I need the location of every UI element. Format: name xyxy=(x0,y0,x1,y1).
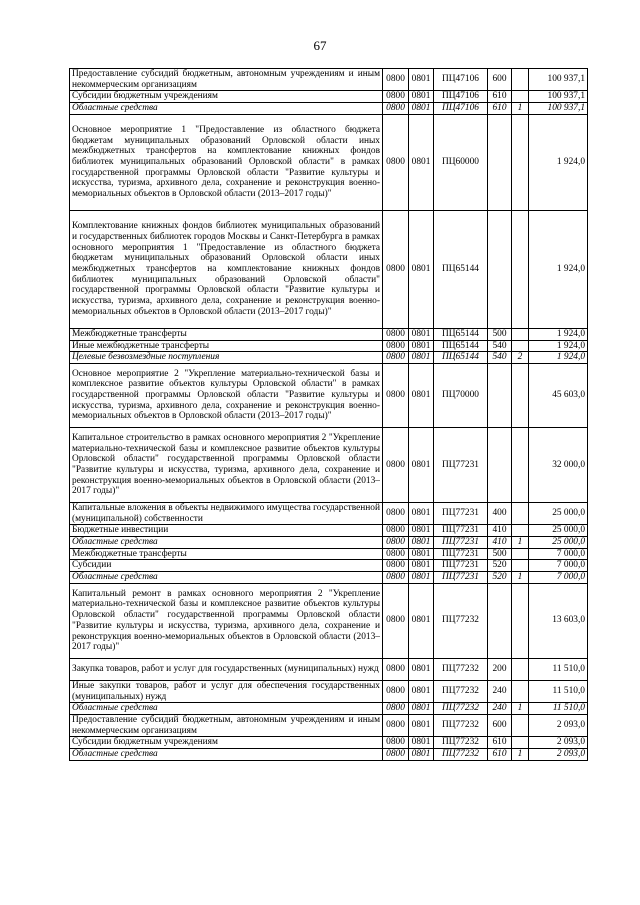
row-section: 0800 xyxy=(383,352,409,364)
row-section: 0800 xyxy=(383,658,409,680)
row-amount: 7 000,0 xyxy=(529,572,588,584)
row-amount: 25 000,0 xyxy=(529,537,588,549)
row-subsection: 0801 xyxy=(409,525,434,537)
table-row xyxy=(70,583,588,658)
row-target-article: ПЦ77232 xyxy=(434,583,488,658)
row-target-article: ПЦ70000 xyxy=(434,363,488,427)
table-row xyxy=(70,114,588,210)
row-section: 0800 xyxy=(383,91,409,103)
row-amount: 1 924,0 xyxy=(529,340,588,352)
row-funding-source xyxy=(512,340,529,352)
row-funding-source xyxy=(512,548,529,560)
row-expense-type xyxy=(488,114,512,210)
row-target-article: ПЦ65144 xyxy=(434,352,488,364)
row-target-article: ПЦ77231 xyxy=(434,525,488,537)
row-subsection: 0801 xyxy=(409,703,434,715)
table-row xyxy=(70,658,588,680)
row-subsection: 0801 xyxy=(409,560,434,572)
row-target-article: ПЦ47106 xyxy=(434,103,488,115)
row-funding-source: 1 xyxy=(512,572,529,584)
row-expense-type: 610 xyxy=(488,103,512,115)
row-expense-type: 200 xyxy=(488,658,512,680)
row-name: Предоставление субсидий бюджетным, автономным учреждениям и иным некоммерческим организациям xyxy=(70,69,383,91)
row-section: 0800 xyxy=(383,103,409,115)
table-row xyxy=(70,548,588,560)
row-target-article: ПЦ65144 xyxy=(434,328,488,340)
row-section: 0800 xyxy=(383,502,409,524)
row-name: Основное мероприятие 2 "Укрепление материально-технической базы и комплексное развитие объектов культуры Орловской области" в рамках государственной программы Орловской области "Развитие культуры и искусства, туризма, архивного дела, сохранение и реконструкция военно-мемориальных объектов в Орловской области (2013–2017 годы)" xyxy=(70,363,383,427)
row-section: 0800 xyxy=(383,427,409,502)
row-section: 0800 xyxy=(383,560,409,572)
row-amount: 11 510,0 xyxy=(529,680,588,702)
row-target-article: ПЦ77231 xyxy=(434,548,488,560)
row-name: Субсидии бюджетным учреждениям xyxy=(70,91,383,103)
row-name: Основное мероприятие 1 "Предоставление из областного бюджета бюджетам муниципальных образований Орловской области иных межбюджетных трансфертов на комплектование книжных фондов библиотек муниципальных образований Орловской области" в рамках государственной программы Орловской области "Развитие культуры и искусства, туризма, архивного дела, сохранение и реконструкция военно-мемориальных объектов в Орловской области (2013–2017 годы)" xyxy=(70,114,383,210)
row-target-article: ПЦ47106 xyxy=(434,91,488,103)
table-row xyxy=(70,572,588,584)
row-funding-source xyxy=(512,69,529,91)
row-section: 0800 xyxy=(383,69,409,91)
row-section: 0800 xyxy=(383,703,409,715)
row-subsection: 0801 xyxy=(409,427,434,502)
row-subsection: 0801 xyxy=(409,352,434,364)
row-expense-type: 540 xyxy=(488,352,512,364)
table-row xyxy=(70,525,588,537)
row-target-article: ПЦ77231 xyxy=(434,427,488,502)
row-target-article: ПЦ77232 xyxy=(434,714,488,736)
row-amount: 7 000,0 xyxy=(529,548,588,560)
row-target-article: ПЦ77231 xyxy=(434,572,488,584)
row-amount: 100 937,1 xyxy=(529,91,588,103)
row-name: Комплектование книжных фондов библиотек муниципальных образований и государственных библиотек городов Москвы и Санкт-Петербурга в рамках основного мероприятия 1 "Предоставление из областного бюджета бюджетам муниципальных образований Орловской области иных межбюджетных трансфертов на комплектование книжных фондов библиотек муниципальных образований Орловской области" государственной программы Орловской области "Развитие культуры и искусства, туризма, архивного дела, сохранение и реконструкция военно-мемориальных объектов в Орловской области (2013–2017 годы)" xyxy=(70,210,383,328)
row-subsection: 0801 xyxy=(409,749,434,761)
row-amount: 32 000,0 xyxy=(529,427,588,502)
row-expense-type: 240 xyxy=(488,680,512,702)
table-row xyxy=(70,680,588,702)
table-row xyxy=(70,714,588,736)
row-expense-type: 500 xyxy=(488,548,512,560)
row-section: 0800 xyxy=(383,363,409,427)
table-row xyxy=(70,560,588,572)
row-section: 0800 xyxy=(383,749,409,761)
row-section: 0800 xyxy=(383,548,409,560)
row-name: Капитальный ремонт в рамках основного мероприятия 2 "Укрепление материально-технической базы и комплексное развитие объектов культуры Орловской области" государственной программы Орловской области "Развитие культуры и искусства, туризма, архивного дела, сохранение и реконструкция военно-мемориальных объектов в Орловской области (2013–2017 годы)" xyxy=(70,583,383,658)
table-row xyxy=(70,363,588,427)
row-name: Иные закупки товаров, работ и услуг для обеспечения государственных (муниципальных) нужд xyxy=(70,680,383,702)
row-expense-type xyxy=(488,210,512,328)
row-name: Целевые безвозмездные поступления xyxy=(70,352,383,364)
row-name: Областные средства xyxy=(70,103,383,115)
row-target-article: ПЦ77231 xyxy=(434,560,488,572)
row-target-article: ПЦ77232 xyxy=(434,658,488,680)
row-amount: 1 924,0 xyxy=(529,352,588,364)
row-subsection: 0801 xyxy=(409,583,434,658)
row-amount: 13 603,0 xyxy=(529,583,588,658)
table-row xyxy=(70,427,588,502)
row-expense-type: 600 xyxy=(488,714,512,736)
row-funding-source xyxy=(512,91,529,103)
row-expense-type: 610 xyxy=(488,91,512,103)
table-row xyxy=(70,749,588,761)
table-row xyxy=(70,737,588,749)
row-name: Субсидии бюджетным учреждениям xyxy=(70,737,383,749)
table-body xyxy=(70,69,588,761)
row-funding-source xyxy=(512,114,529,210)
row-expense-type xyxy=(488,427,512,502)
row-section: 0800 xyxy=(383,737,409,749)
row-name: Капитальное строительство в рамках основного мероприятия 2 "Укрепление материально-технической базы и комплексное развитие объектов культуры Орловской области" государственной программы Орловской области "Развитие культуры и искусства, туризма, архивного дела, сохранение и реконструкция военно-мемориальных объектов в Орловской области (2013–2017 годы)" xyxy=(70,427,383,502)
row-expense-type xyxy=(488,363,512,427)
row-expense-type: 410 xyxy=(488,525,512,537)
row-target-article: ПЦ60000 xyxy=(434,114,488,210)
row-name: Областные средства xyxy=(70,537,383,549)
row-section: 0800 xyxy=(383,583,409,658)
row-funding-source xyxy=(512,560,529,572)
row-amount: 45 603,0 xyxy=(529,363,588,427)
row-subsection: 0801 xyxy=(409,572,434,584)
row-subsection: 0801 xyxy=(409,69,434,91)
row-funding-source xyxy=(512,525,529,537)
row-name: Капитальные вложения в объекты недвижимого имущества государственной (муниципальной) собственности xyxy=(70,502,383,524)
table-row xyxy=(70,502,588,524)
row-amount: 11 510,0 xyxy=(529,658,588,680)
row-name: Иные межбюджетные трансферты xyxy=(70,340,383,352)
row-funding-source xyxy=(512,210,529,328)
row-subsection: 0801 xyxy=(409,91,434,103)
row-amount: 2 093,0 xyxy=(529,749,588,761)
row-target-article: ПЦ65144 xyxy=(434,210,488,328)
row-expense-type: 240 xyxy=(488,703,512,715)
row-name: Бюджетные инвестиции xyxy=(70,525,383,537)
row-funding-source xyxy=(512,714,529,736)
row-section: 0800 xyxy=(383,525,409,537)
row-expense-type: 520 xyxy=(488,572,512,584)
row-funding-source: 1 xyxy=(512,703,529,715)
table-row xyxy=(70,340,588,352)
row-funding-source xyxy=(512,737,529,749)
row-subsection: 0801 xyxy=(409,328,434,340)
row-name: Межбюджетные трансферты xyxy=(70,548,383,560)
table-row xyxy=(70,328,588,340)
row-subsection: 0801 xyxy=(409,103,434,115)
row-expense-type: 610 xyxy=(488,749,512,761)
row-section: 0800 xyxy=(383,714,409,736)
row-amount: 100 937,1 xyxy=(529,103,588,115)
table-row xyxy=(70,103,588,115)
row-section: 0800 xyxy=(383,210,409,328)
row-funding-source: 1 xyxy=(512,749,529,761)
row-section: 0800 xyxy=(383,328,409,340)
row-section: 0800 xyxy=(383,340,409,352)
row-target-article: ПЦ77232 xyxy=(434,680,488,702)
row-amount: 25 000,0 xyxy=(529,525,588,537)
row-name: Закупка товаров, работ и услуг для государственных (муниципальных) нужд xyxy=(70,658,383,680)
table-row xyxy=(70,69,588,91)
row-funding-source: 2 xyxy=(512,352,529,364)
row-funding-source xyxy=(512,680,529,702)
row-target-article: ПЦ77231 xyxy=(434,537,488,549)
row-expense-type: 610 xyxy=(488,737,512,749)
row-amount: 11 510,0 xyxy=(529,703,588,715)
row-section: 0800 xyxy=(383,680,409,702)
row-amount: 100 937,1 xyxy=(529,69,588,91)
row-amount: 7 000,0 xyxy=(529,560,588,572)
row-subsection: 0801 xyxy=(409,737,434,749)
row-name: Областные средства xyxy=(70,703,383,715)
row-amount: 1 924,0 xyxy=(529,114,588,210)
row-funding-source xyxy=(512,583,529,658)
row-name: Межбюджетные трансферты xyxy=(70,328,383,340)
row-expense-type: 500 xyxy=(488,328,512,340)
row-target-article: ПЦ47106 xyxy=(434,69,488,91)
row-subsection: 0801 xyxy=(409,502,434,524)
row-subsection: 0801 xyxy=(409,680,434,702)
row-name: Областные средства xyxy=(70,572,383,584)
row-amount: 1 924,0 xyxy=(529,210,588,328)
row-target-article: ПЦ77232 xyxy=(434,703,488,715)
budget-table xyxy=(69,68,588,761)
row-funding-source: 1 xyxy=(512,537,529,549)
row-target-article: ПЦ65144 xyxy=(434,340,488,352)
row-name: Субсидии xyxy=(70,560,383,572)
row-funding-source xyxy=(512,363,529,427)
row-expense-type: 540 xyxy=(488,340,512,352)
row-subsection: 0801 xyxy=(409,714,434,736)
row-name: Областные средства xyxy=(70,749,383,761)
table-row xyxy=(70,703,588,715)
table-row xyxy=(70,210,588,328)
row-amount: 1 924,0 xyxy=(529,328,588,340)
row-subsection: 0801 xyxy=(409,210,434,328)
row-subsection: 0801 xyxy=(409,114,434,210)
row-subsection: 0801 xyxy=(409,548,434,560)
row-funding-source xyxy=(512,328,529,340)
page-number: 67 xyxy=(313,38,327,53)
row-target-article: ПЦ77231 xyxy=(434,502,488,524)
row-subsection: 0801 xyxy=(409,363,434,427)
table-row xyxy=(70,352,588,364)
row-subsection: 0801 xyxy=(409,658,434,680)
row-amount: 2 093,0 xyxy=(529,714,588,736)
row-section: 0800 xyxy=(383,572,409,584)
row-section: 0800 xyxy=(383,537,409,549)
row-target-article: ПЦ77232 xyxy=(434,737,488,749)
row-subsection: 0801 xyxy=(409,340,434,352)
row-amount: 2 093,0 xyxy=(529,737,588,749)
row-amount: 25 000,0 xyxy=(529,502,588,524)
row-expense-type: 520 xyxy=(488,560,512,572)
row-expense-type: 400 xyxy=(488,502,512,524)
table-row xyxy=(70,537,588,549)
table-row xyxy=(70,91,588,103)
row-subsection: 0801 xyxy=(409,537,434,549)
row-target-article: ПЦ77232 xyxy=(434,749,488,761)
row-funding-source: 1 xyxy=(512,103,529,115)
row-funding-source xyxy=(512,427,529,502)
row-expense-type xyxy=(488,583,512,658)
row-section: 0800 xyxy=(383,114,409,210)
row-funding-source xyxy=(512,658,529,680)
row-expense-type: 410 xyxy=(488,537,512,549)
row-expense-type: 600 xyxy=(488,69,512,91)
row-name: Предоставление субсидий бюджетным, автономным учреждениям и иным некоммерческим организациям xyxy=(70,714,383,736)
row-funding-source xyxy=(512,502,529,524)
